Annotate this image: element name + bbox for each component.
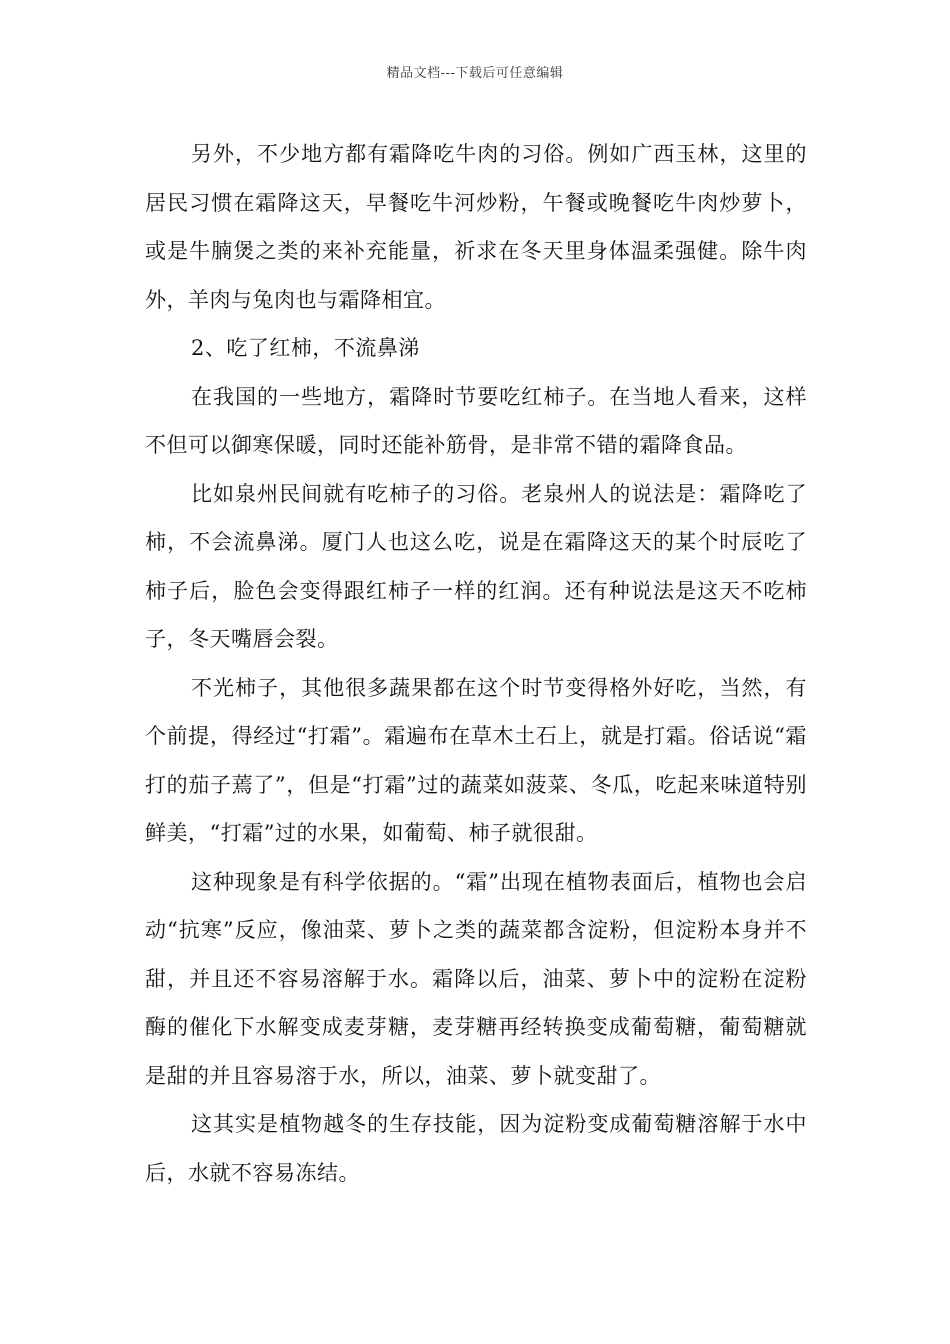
paragraph-persimmon-intro: 在我国的一些地方，霜降时节要吃红柿子。在当地人看来，这样不但可以御寒保暖，同时还能补筋骨，是非常不错的霜降食品。	[145, 384, 807, 457]
paragraph-survival-skill: 这其实是植物越冬的生存技能，因为淀粉变成葡萄糖溶解于水中后，水就不容易冻结。	[145, 1112, 807, 1185]
paragraph-quanzhou-custom: 比如泉州民间就有吃柿子的习俗。老泉州人的说法是：霜降吃了柿，不会流鼻涕。厦门人也这么吃，说是在霜降这天的某个时辰吃了柿子后，脸色会变得跟红柿子一样的红润。还有种说法是这天不吃柿子，冬天嘴唇会裂。	[145, 481, 807, 651]
paragraph-frost-vegetables: 不光柿子，其他很多蔬果都在这个时节变得格外好吃，当然，有个前提，得经过“打霜”。霜遍布在草木土石上，就是打霜。俗话说“霜打的茄子蔫了”，但是“打霜”过的蔬菜如菠菜、冬瓜，吃起来味道特别鲜美，“打霜”过的水果，如葡萄、柿子就很甜。	[145, 675, 807, 845]
paragraph-beef-custom: 另外，不少地方都有霜降吃牛肉的习俗。例如广西玉林，这里的居民习惯在霜降这天，早餐吃牛河炒粉，午餐或晚餐吃牛肉炒萝卜，或是牛腩煲之类的来补充能量，祈求在冬天里身体温柔强健。除牛肉外，羊肉与兔肉也与霜降相宜。	[145, 142, 807, 312]
section-heading-persimmon: 2、吃了红柿，不流鼻涕	[191, 336, 420, 360]
paragraph-scientific-basis: 这种现象是有科学依据的。“霜”出现在植物表面后，植物也会启动“抗寒”反应，像油菜、萝卜之类的蔬菜都含淀粉，但淀粉本身并不甜，并且还不容易溶解于水。霜降以后，油菜、萝卜中的淀粉在淀粉酶的催化下水解变成麦芽糖，麦芽糖再经转换变成葡萄糖，葡萄糖就是甜的并且容易溶于水，所以，油菜、萝卜就变甜了。	[145, 869, 807, 1088]
document-body	[145, 130, 807, 1197]
page-header: 精品文档---下载后可任意编辑	[386, 66, 564, 81]
